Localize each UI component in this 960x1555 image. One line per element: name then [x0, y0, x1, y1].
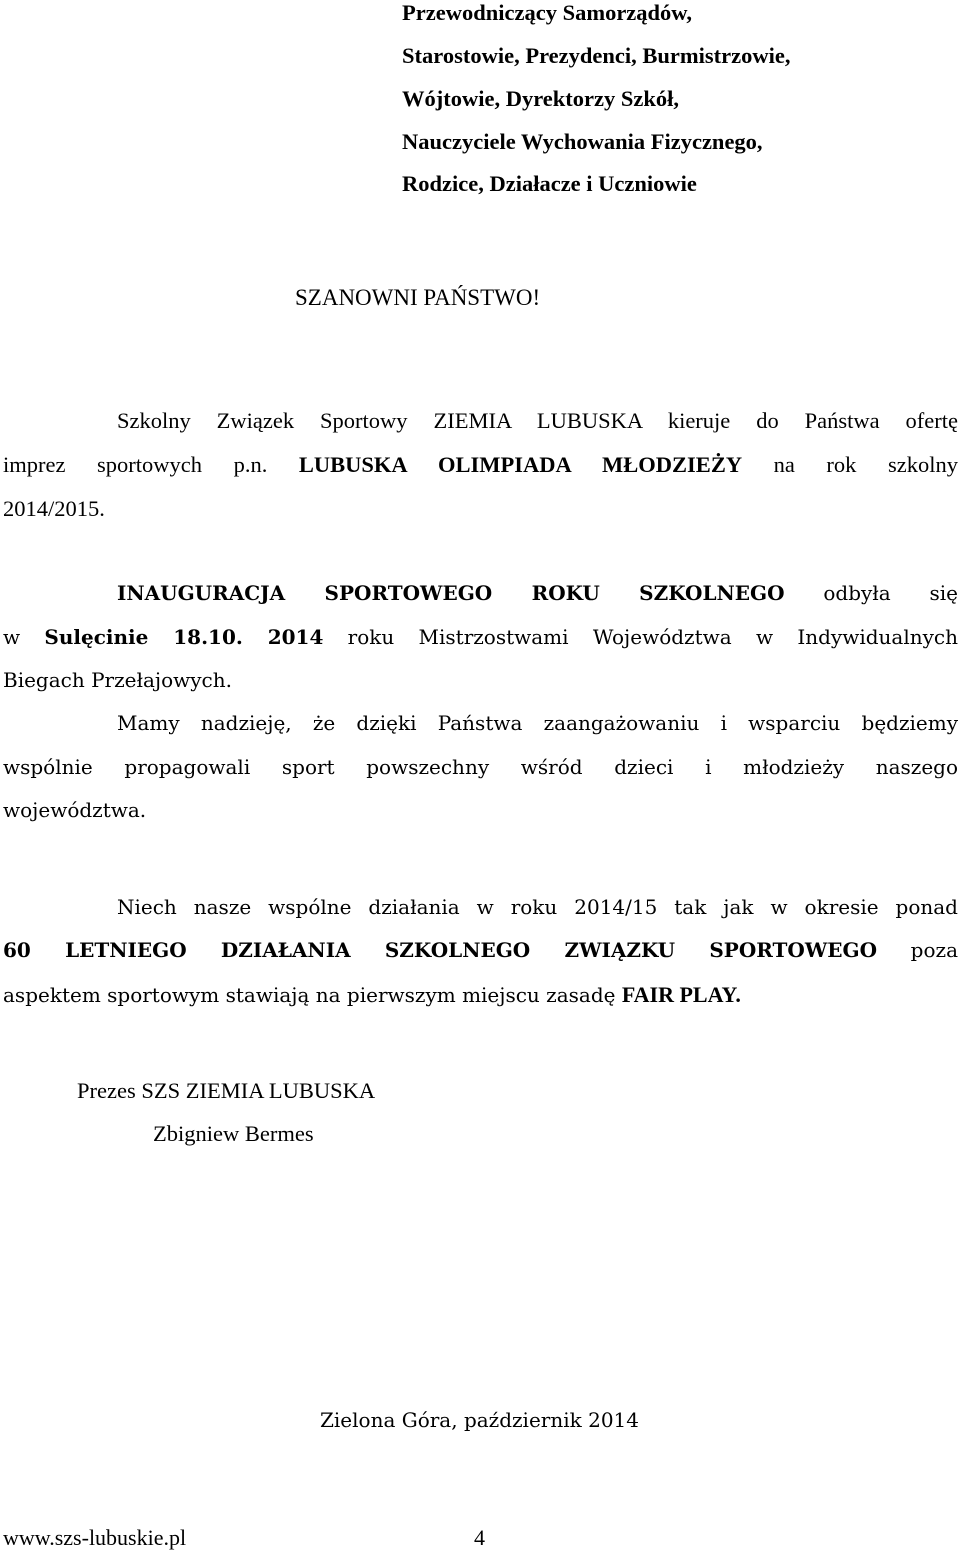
para1-text: na rok szkolny	[742, 452, 958, 477]
addressee-line: Nauczyciele Wychowania Fizycznego,	[402, 129, 763, 154]
fair-play: FAIR PLAY.	[621, 982, 741, 1007]
footer-website: www.szs-lubuskie.pl	[3, 1525, 187, 1550]
olympiad-name: LUBUSKA OLIMPIADA MŁODZIEŻY	[298, 452, 743, 477]
addressee-line: Starostowie, Prezydenci, Burmistrzowie,	[402, 43, 791, 68]
para2-text: roku Mistrzostwami Województwa w Indywidualnych	[323, 625, 959, 649]
addressee-line: Rodzice, Działacze i Uczniowie	[402, 171, 697, 196]
para2-line	[3, 625, 958, 649]
place-date: Zielona Góra, październik 2014	[320, 1408, 639, 1432]
anniversary-title: 60 LETNIEGO DZIAŁANIA SZKOLNEGO ZWIĄZKU SPORTOWEGO	[3, 938, 878, 962]
para4-line	[3, 982, 741, 1008]
para4-text: poza	[877, 938, 958, 962]
footer-page-number: 4	[474, 1525, 485, 1550]
para2-text: odbyła się	[784, 581, 958, 605]
para3-line: wspólnie propagowali sport powszechny wśród dzieci i młodzieży naszego	[3, 755, 958, 779]
addressee-line: Wójtowie, Dyrektorzy Szkół,	[402, 86, 680, 111]
addressee-line: Przewodniczący Samorządów,	[402, 0, 692, 25]
para1-line	[3, 452, 958, 478]
para2-text: w	[3, 625, 45, 649]
para2-line: Biegach Przełajowych.	[3, 668, 232, 692]
para1-line: Szkolny Związek Sportowy ZIEMIA LUBUSKA kieruje do Państwa ofertę	[117, 408, 958, 433]
signature-name: Zbigniew Bermes	[153, 1121, 314, 1146]
para1-text: imprez sportowych p.n.	[3, 452, 299, 477]
signature-title: Prezes SZS ZIEMIA LUBUSKA	[77, 1078, 376, 1103]
greeting: SZANOWNI PAŃSTWO!	[295, 285, 541, 310]
para3-line: Mamy nadzieję, że dzięki Państwa zaangażowaniu i wsparciu będziemy	[117, 711, 958, 735]
para1-line: 2014/2015.	[3, 496, 105, 521]
inauguration-title: INAUGURACJA SPORTOWEGO ROKU SZKOLNEGO	[117, 581, 785, 605]
para4-text: aspektem sportowym stawiają na pierwszym miejscu zasadę	[3, 983, 622, 1007]
para3-line: województwa.	[3, 798, 147, 822]
para4-line: Niech nasze wspólne działania w roku 2014/15 tak jak w okresie ponad	[117, 895, 958, 919]
para4-line	[3, 938, 958, 962]
event-place-date: Sulęcinie 18.10. 2014	[44, 625, 324, 649]
para2-line	[117, 581, 958, 605]
